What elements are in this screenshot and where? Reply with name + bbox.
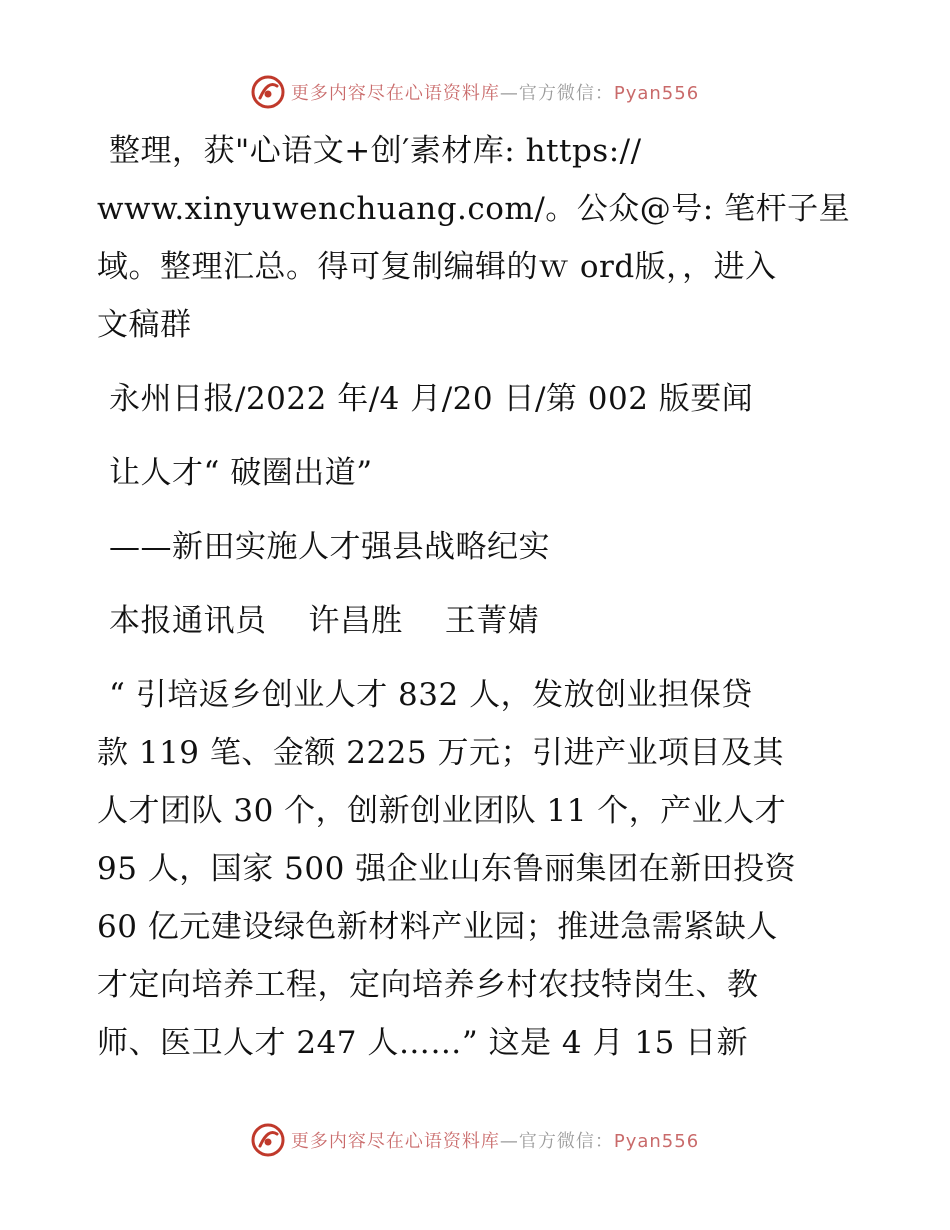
- watermark-text: [291, 1127, 699, 1153]
- article-title: 让人才“ 破圈出道”: [109, 455, 373, 491]
- brand-logo-icon: [251, 1123, 285, 1157]
- intro-line: 整理，获"心语文+创′素材库: https://: [109, 133, 642, 169]
- intro-line: 域。整理汇总。得可复制编辑的ｗ ord版，，进入: [97, 249, 777, 285]
- body-line: 60 亿元建设绿色新材料产业园；推进急需紧缺人: [97, 909, 778, 945]
- body-line: 师、医卫人才 247 人……” 这是 4 月 15 日新: [97, 1025, 749, 1061]
- article-subtitle: ——新田实施人才强县战略纪实: [109, 529, 550, 565]
- watermark-separator: —: [499, 83, 519, 104]
- watermark-slogan: 更多内容尽在心语资料库: [290, 1131, 500, 1152]
- watermark-wechat-id: Pyan556: [613, 1131, 700, 1152]
- body-line: 款 119 笔、金额 2225 万元；引进产业项目及其: [97, 735, 784, 771]
- article-byline: 本报通讯员 许昌胜 王菁婧: [109, 603, 540, 639]
- body-line: 人才团队 30 个，创新创业团队 11 个，产业人才: [97, 793, 787, 829]
- intro-line: 文稿群: [97, 307, 192, 343]
- body-line: 才定向培养工程，定向培养乡村农技特岗生、教: [97, 967, 759, 1003]
- watermark-separator: —: [499, 1131, 519, 1152]
- watermark-slogan: 更多内容尽在心语资料库: [290, 83, 500, 104]
- body-line: “ 引培返乡创业人才 832 人，发放创业担保贷: [109, 677, 753, 713]
- watermark-wechat-label: 官方微信：: [518, 83, 614, 104]
- article-source: 永州日报/2022 年/4 月/20 日/第 002 版要闻: [109, 381, 754, 417]
- body-line: 95 人，国家 500 强企业山东鲁丽集团在新田投资: [97, 851, 797, 887]
- watermark-wechat-label: 官方微信：: [518, 1131, 614, 1152]
- brand-logo-icon: [251, 75, 285, 109]
- watermark-wechat-id: Pyan556: [613, 83, 700, 104]
- intro-line: www.xinyuwenchuang.com/。公众@号: 笔杆子星: [97, 191, 851, 227]
- header-watermark: [0, 72, 950, 112]
- footer-watermark: [0, 1120, 950, 1160]
- document-body: [97, 122, 857, 1072]
- watermark-text: [291, 79, 699, 105]
